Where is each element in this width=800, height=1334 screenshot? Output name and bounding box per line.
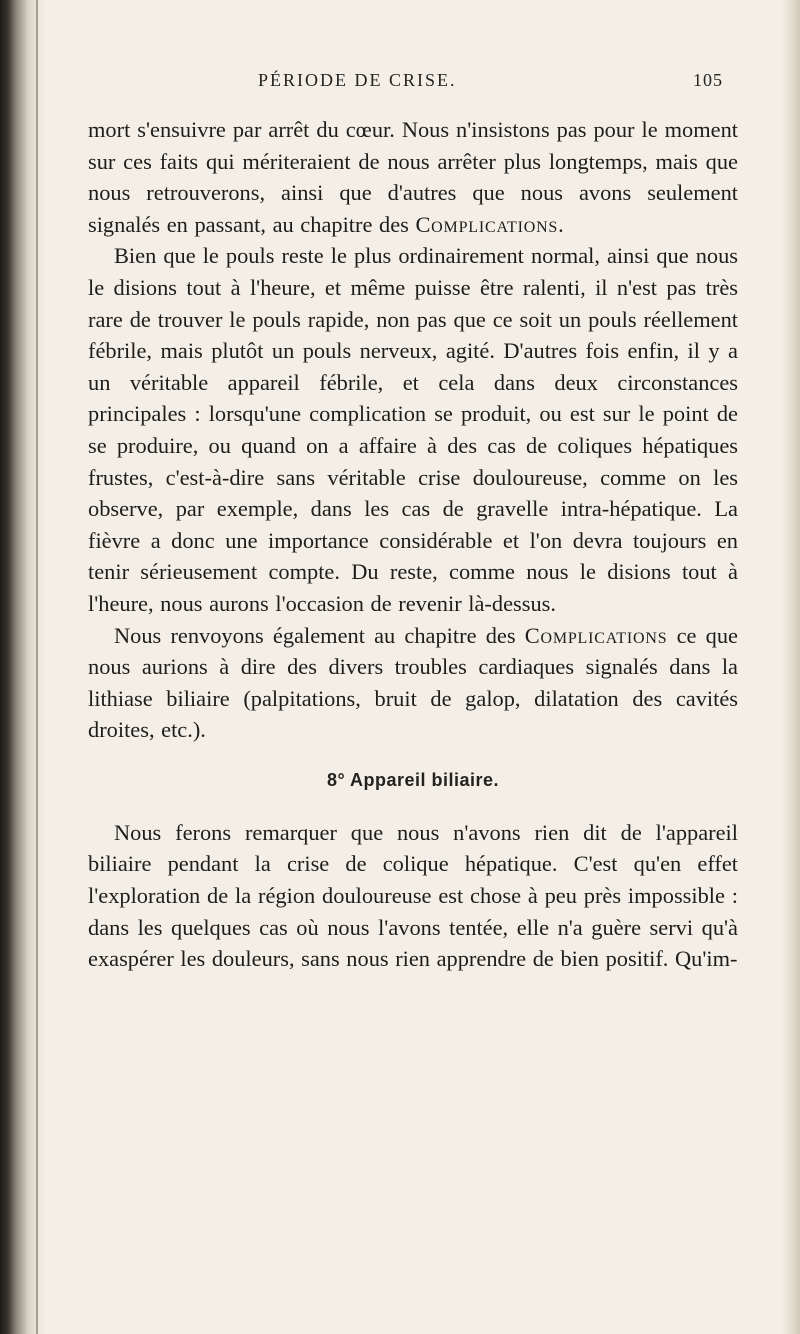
spine-edge-line [36,0,38,1334]
page-right-edge [782,0,800,1334]
page-header [88,70,738,114]
book-spine-shadow [0,0,46,1334]
paragraph-text: mort s'ensuivre par arrêt du cœur. Nous n'insistons pas pour le moment sur ces faits qui mériteraient de nous arrêter plus longtemps, mais que nous retrouverons, ainsi que d'autres que nous avons seulement signalés en passant, au chapitre des [88,117,738,237]
paragraph-complications [88,620,738,746]
paragraph-text: Nous renvoyons également au chapitre des [114,622,525,648]
paragraph-text: ce que nous aurions à dire des divers troubles cardiaques signalés dans la lithiase biliaire (palpitations, bruit de galop, dilatation des cavités droites, etc.). [88,622,738,743]
paragraph-continued [88,114,738,240]
paragraph-text: . [558,211,564,237]
smallcaps-term: Complications [415,211,559,237]
section-heading: 8° Appareil biliaire. [326,769,500,790]
paragraph-biliary: Nous ferons remarquer que nous n'avons rien dit de l'appareil biliaire pendant la crise de colique hépatique. C'est qu'en effet l'exploration de la région douloureuse est chose à peu près impossible : dans les quelques cas où nous l'avons tentée, elle n'a guère servi qu'à exaspérer les douleurs, sans nous rien apprendre de bien positif. Qu'im- [88,819,738,972]
page-number: 105 [693,70,723,90]
running-head: PÉRIODE DE CRISE. [258,70,457,90]
book-page [88,70,738,975]
smallcaps-term: Complications [524,622,668,648]
paragraph-pulse: Bien que le pouls reste le plus ordinairement normal, ainsi que nous le disions tout à l'heure, et même puisse être ralenti, il n'est pas très rare de trouver le pouls rapide, non pas que ce soit un pouls réellement fébrile, mais plutôt un pouls nerveux, agité. D'autres fois enfin, il y a un véritable appareil fébrile, et cela dans deux circonstances principales : lorsqu'une complication se produit, ou est sur le point de se produire, ou quand on a affaire à des cas de coliques hépatiques frustes, c'est-à-dire sans véritable crise douloureuse, comme on les observe, par exemple, dans les cas de gravelle intra-hépatique. La fièvre a donc une importance considérable et l'on devra toujours en tenir sérieusement compte. Du reste, comme nous le disions tout à l'heure, nous aurons l'occasion de revenir là-dessus. [88,243,738,616]
